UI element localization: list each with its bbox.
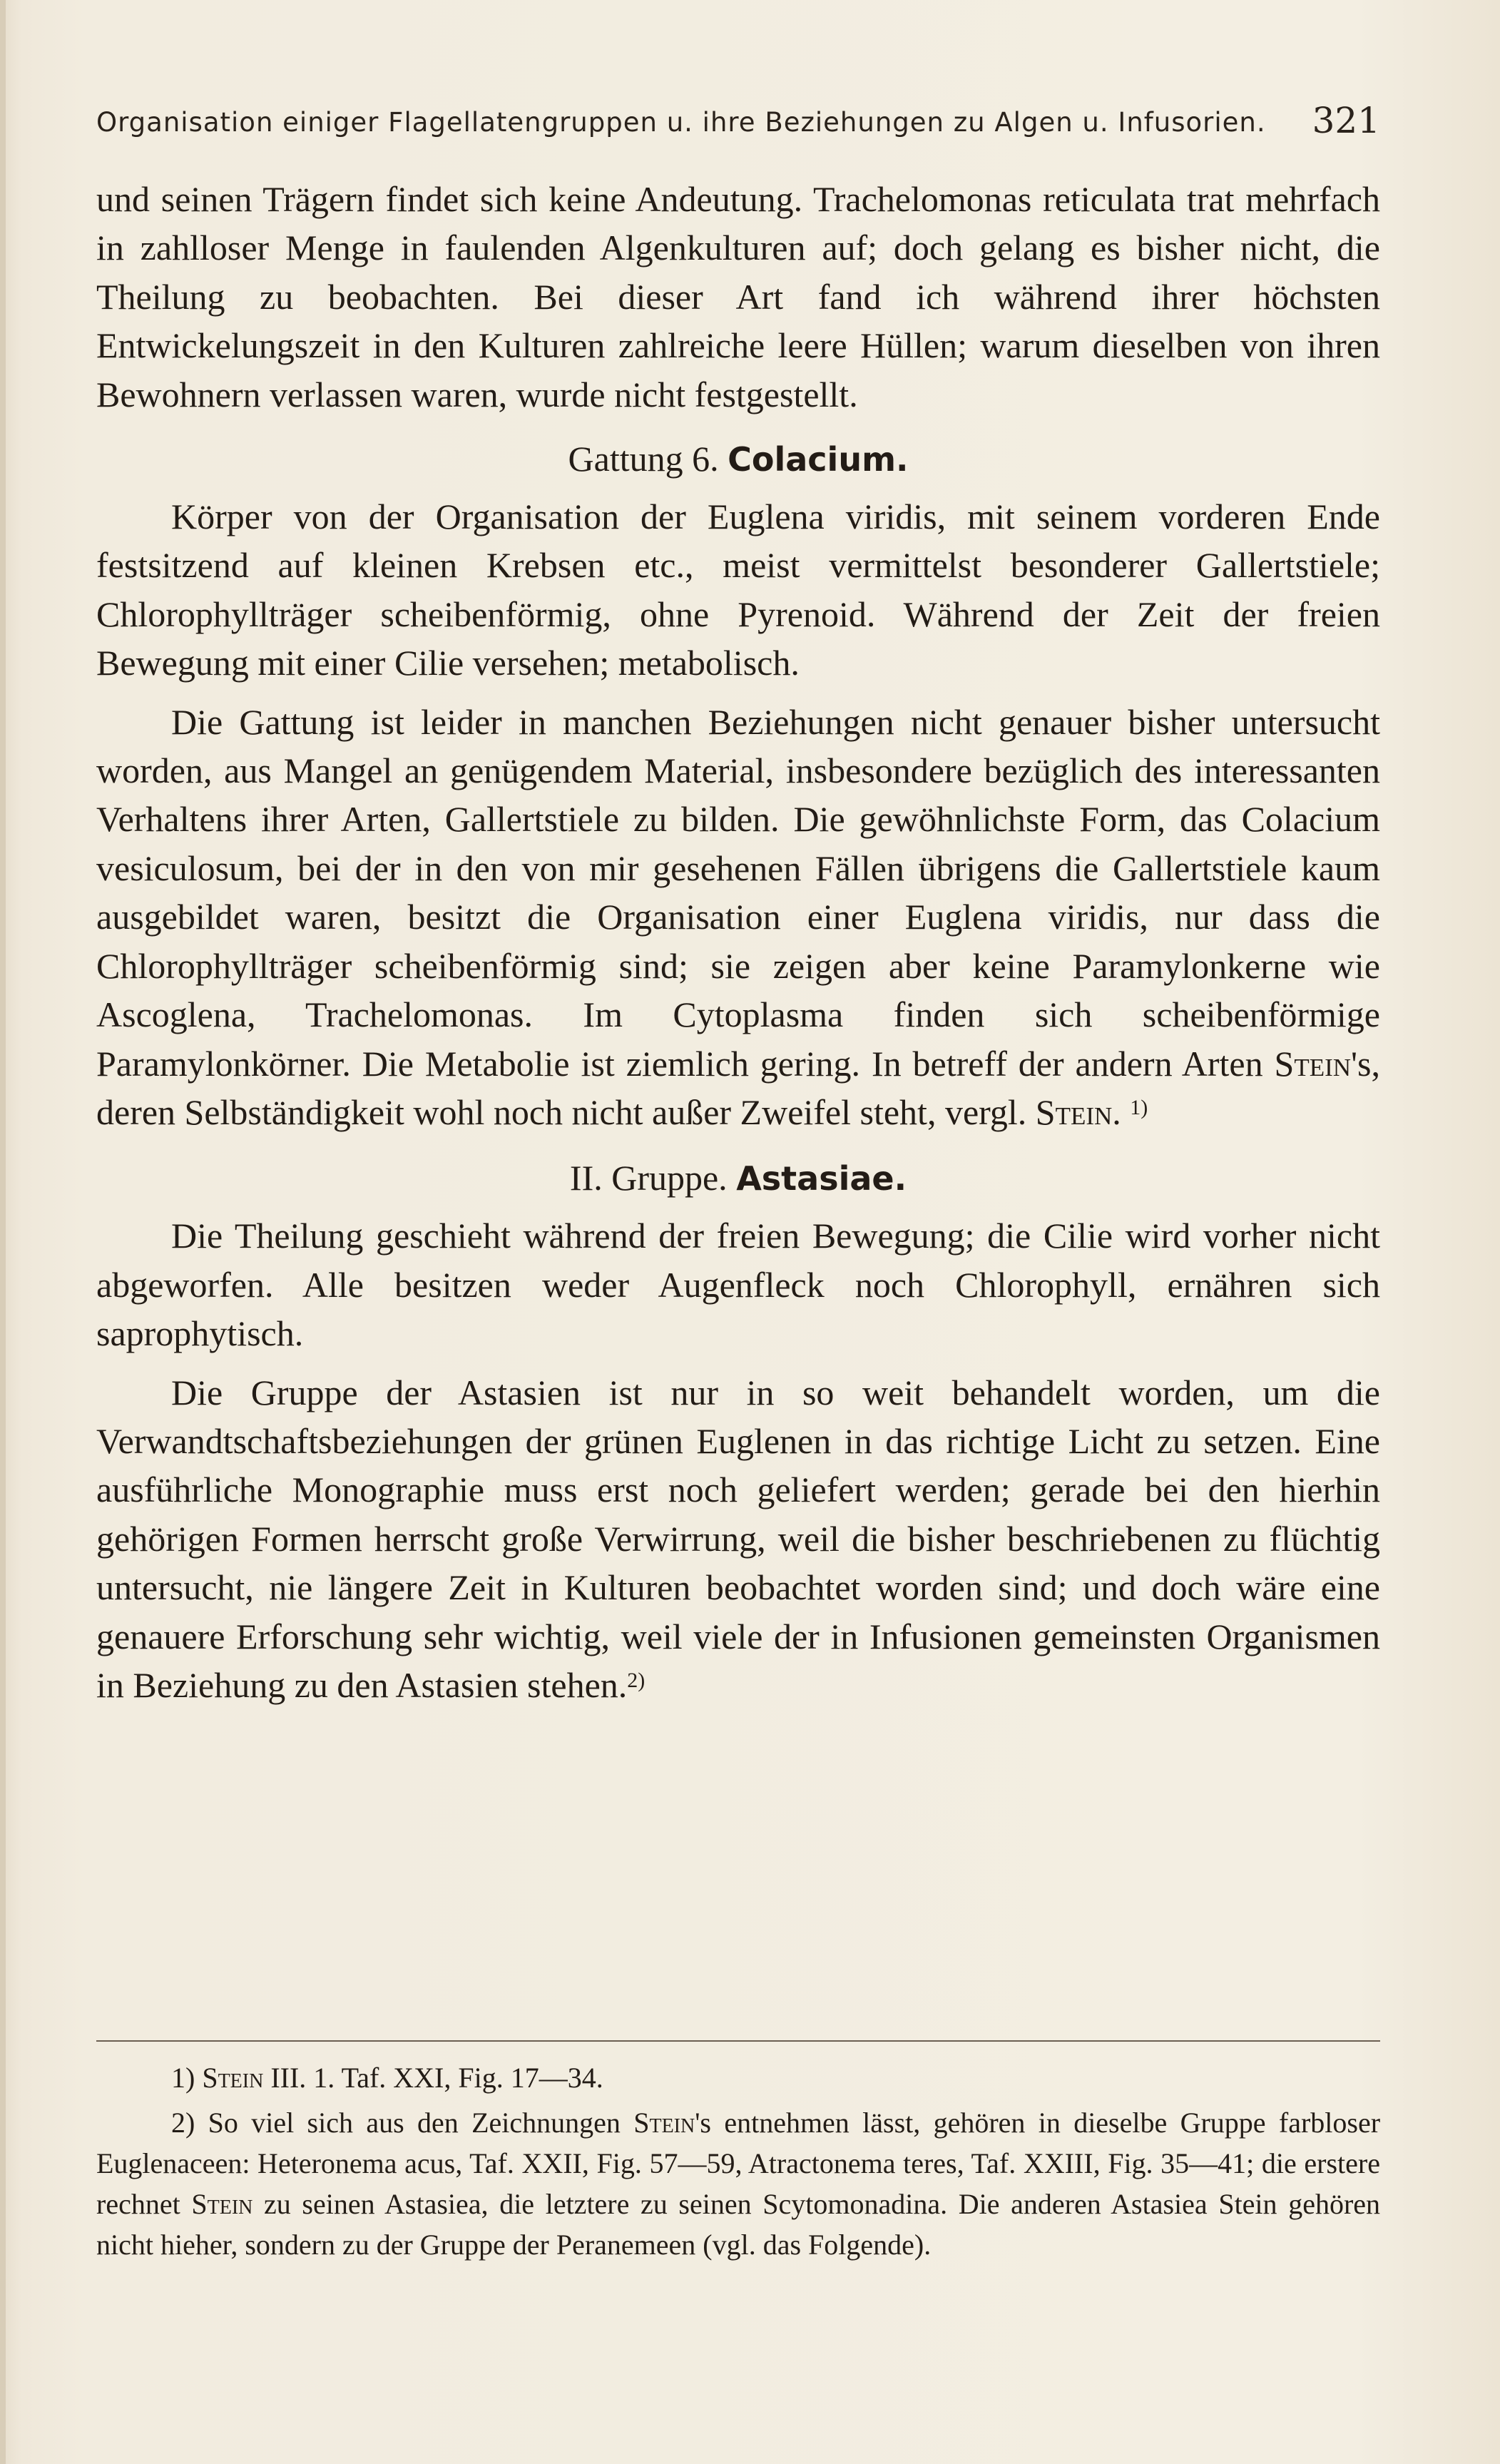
- paragraph-continuation: und seinen Trägern findet sich keine Andeutung. Trachelomonas reticulata trat mehrfach in zahlloser Menge in faulenden Algenkulturen auf; doch gelang es bisher nicht, die Theilung zu beobachten. Bei dieser Art fand ich während ihrer höchsten Entwickelungszeit in den Kulturen zahlreiche leere Hüllen; warum dieselben von ihren Bewohnern verlassen waren, wurde nicht festgestellt.: [96, 179, 1380, 414]
- heading-prefix: Gattung 6.: [568, 439, 719, 479]
- heading-name: Colacium.: [728, 440, 909, 479]
- page-spine: [0, 0, 6, 2464]
- main-text: [96, 175, 1380, 1709]
- running-title: Organisation einiger Flagellatengruppen u. ihre Beziehungen zu Algen u. Infusorien.: [96, 107, 1266, 138]
- paragraph-astasiae-description: Die Gruppe der Astasien ist nur in so weit behandelt worden, um die Verwandtschaftsbeziehungen der grünen Euglenen in das richtige Licht zu setzen. Eine ausführliche Monographie muss erst noch geliefert werden; gerade bei den hierhin gehörigen Formen herrscht große Verwirrung, weil die bisher beschriebenen zu flüchtig untersucht, nie längere Zeit in Kulturen beobachtet worden sind; und doch wäre eine genauere Erforschung sehr wichtig, weil viele der in Infusionen gemeinsten Organismen in Beziehung zu den Astasien stehen.$^{2)}$: [96, 1372, 1380, 1705]
- author-stein: Stein.: [1035, 1091, 1121, 1132]
- footnotes: [96, 2040, 1380, 2265]
- paragraph-colacium-description: Die Gattung ist leider in manchen Beziehungen nicht genauer bisher untersucht worden, aus Mangel an genügendem Material, insbesondere bezüglich des interessanten Verhaltens ihrer Arten, Gallertstiele zu bilden. Die gewöhnlichste Form, das Colacium vesiculosum, bei der in den von mir gesehenen Fällen übrigens die Gallertstiele kaum ausgebildet waren, besitzt die Organisation einer Euglena viridis, nur dass die Chlorophyllträger scheibenförmig sind; sie zeigen aber keine Paramylonkerne wie Ascoglena, Trachelomonas. Im Cytoplasma finden sich scheibenförmige Paramylonkörner. Die Metabolie ist ziemlich gering. In betreff der andern Arten Stein's, deren Selbständigkeit wohl noch nicht außer Zweifel steht, vergl. Stein. $^{1)}$: [96, 701, 1381, 1132]
- paragraph-diagnosis-colacium: Körper von der Organisation der Euglena viridis, mit seinem vorderen Ende festsitzend auf kleinen Krebsen etc., meist vermittelst besonderer Gallertstiele; Chlorophyllträger scheibenförmig, ohne Pyrenoid. Während der Zeit der freien Bewegung mit einer Cilie versehen; metabolisch.: [96, 497, 1380, 683]
- page-number: 321: [1312, 100, 1380, 141]
- section-heading-colacium: [96, 434, 1380, 484]
- author-stein: Stein: [1274, 1043, 1352, 1084]
- heading-prefix: II. Gruppe.: [569, 1158, 728, 1198]
- section-heading-astasiae: [96, 1154, 1380, 1203]
- paragraph-diagnosis-astasiae: Die Theilung geschieht während der freien Bewegung; die Cilie wird vorher nicht abgeworfen. Alle besitzen weder Augenfleck noch Chlorophyll, ernähren sich saprophytisch.: [96, 1216, 1380, 1354]
- running-header: [96, 100, 1380, 157]
- footnote-2: 2) So viel sich aus den Zeichnungen Stein's entnehmen lässt, gehören in dieselbe Gruppe farbloser Euglenaceen: Heteronema acus, Taf. XXII, Fig. 57—59, Atractonema teres, Taf. XXIII, Fig. 35—41; die erstere rechnet Stein zu seinen Astasiea, die letztere zu seinen Scytomonadina. Die anderen Astasiea Stein gehören nicht hieher, sondern zu der Gruppe der Peranemeen (vgl. das Folgende).: [96, 2107, 1381, 2261]
- footnote-1: 1) Stein III. 1. Taf. XXI, Fig. 17—34.: [171, 2062, 603, 2094]
- footnote-ref-1: 1): [1130, 1095, 1148, 1119]
- heading-name: Astasiae.: [736, 1159, 907, 1198]
- footnote-ref-2: 2): [627, 1668, 646, 1692]
